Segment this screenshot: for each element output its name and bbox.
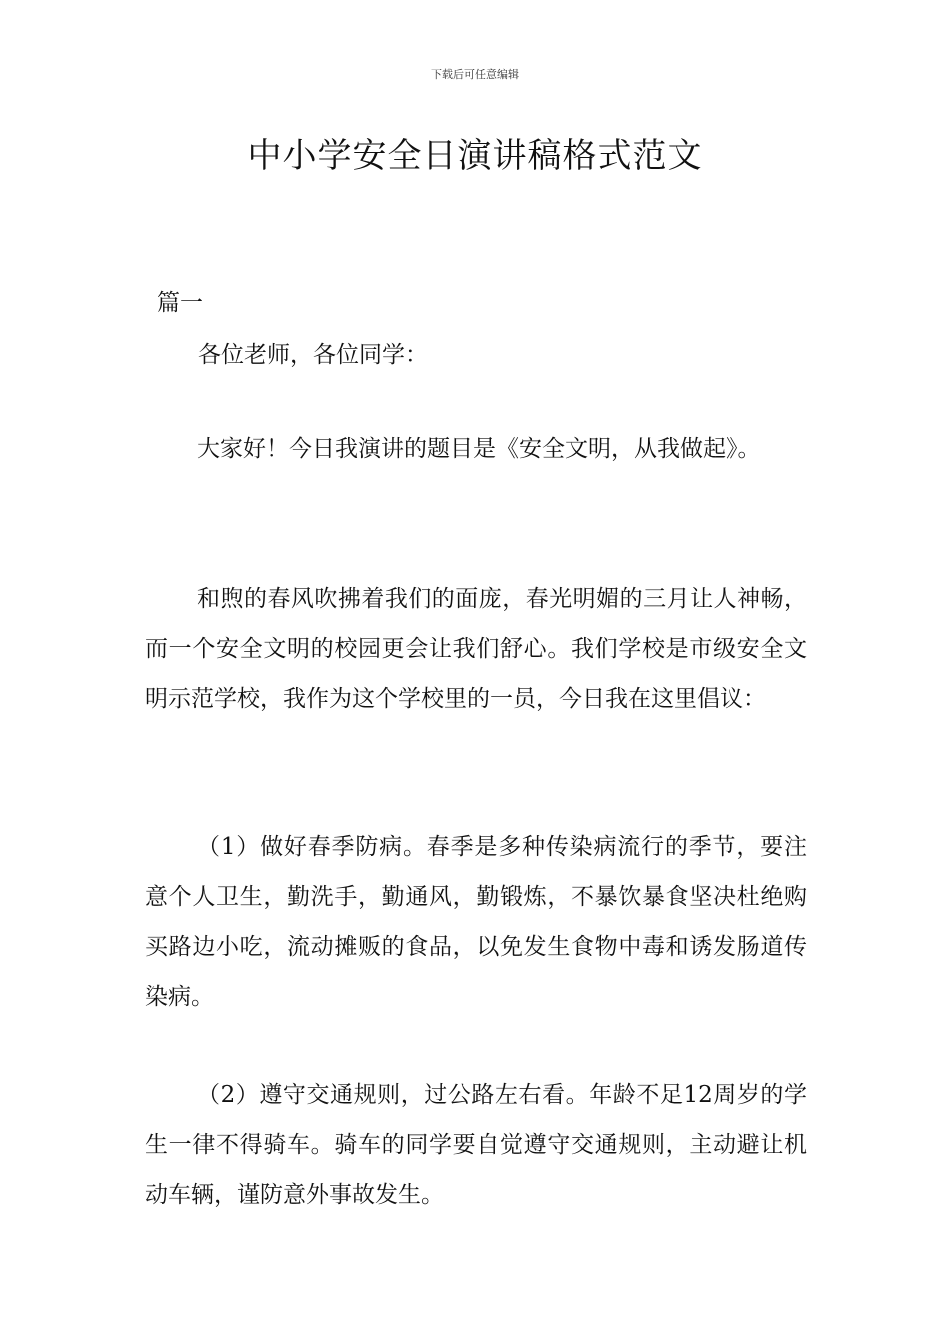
greeting: 各位老师，各位同学： [198,342,428,368]
section-label: 篇一 [157,290,203,316]
document-title: 中小学安全日演讲稿格式范文 [247,136,703,176]
header-note: 下载后可任意编辑 [431,68,519,81]
paragraph-item-2: （2）遵守交通规则，过公路左右看。年龄不足12周岁的学生一律不得骑车。骑车的同学要自觉遵守交通规则，主动避让机动车辆，谨防意外事故发生。 [145,1082,807,1208]
paragraph-introduction: 和煦的春风吹拂着我们的面庞，春光明媚的三月让人神畅，而一个安全文明的校园更会让我们舒心。我们学校是市级安全文明示范学校，我作为这个学校里的一员，今日我在这里倡议： [145,586,807,712]
paragraph-opening: 大家好！今日我演讲的题目是《安全文明，从我做起》。 [197,436,761,462]
paragraph-item-1: （1）做好春季防病。春季是多种传染病流行的季节，要注意个人卫生，勤洗手，勤通风，勤锻炼，不暴饮暴食坚决杜绝购买路边小吃，流动摊贩的食品，以免发生食物中毒和诱发肠道传染病。 [145,834,807,1010]
